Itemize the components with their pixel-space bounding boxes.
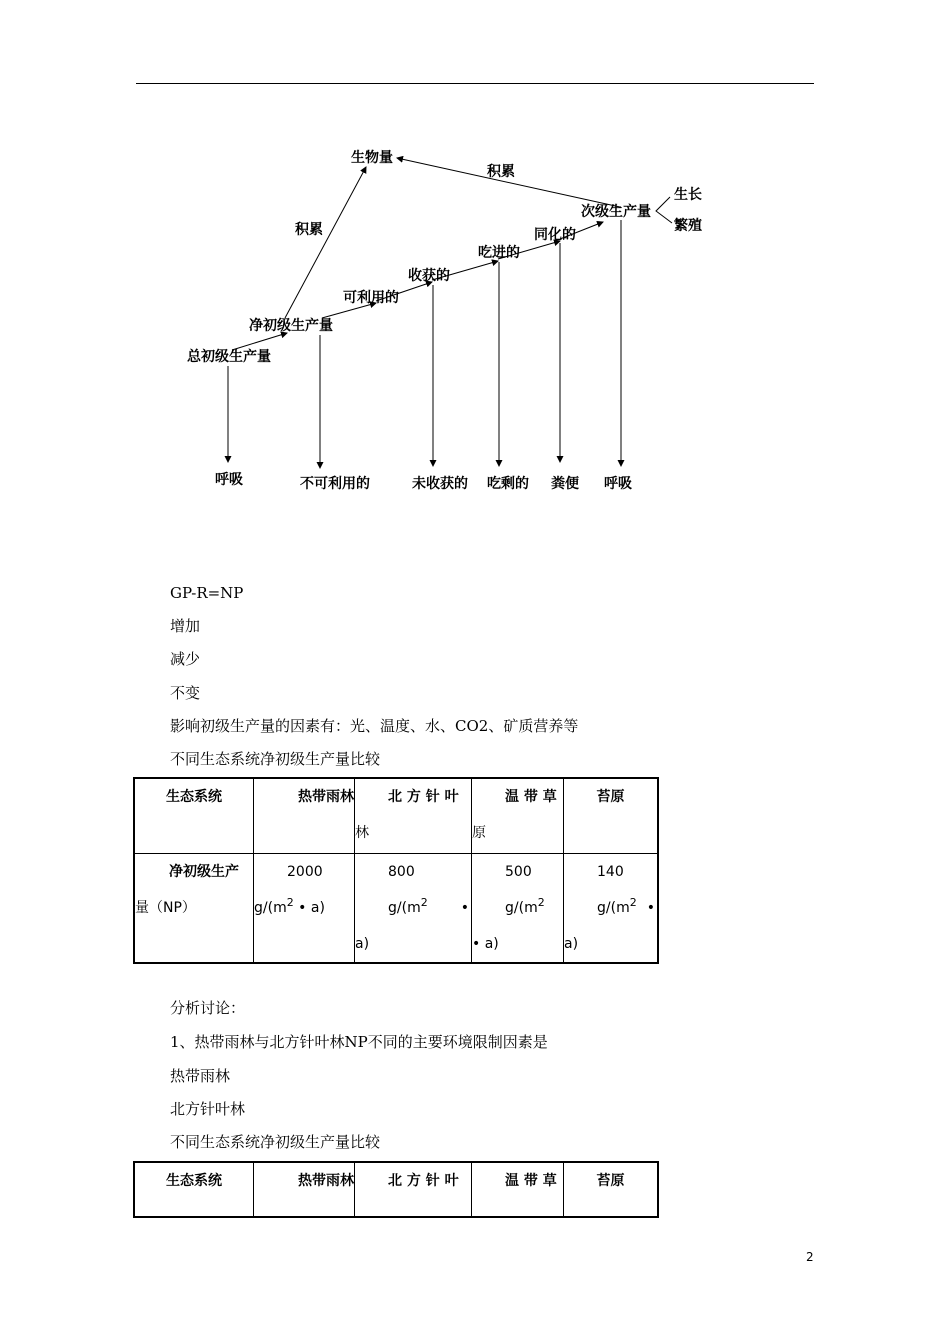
table2-header-row bbox=[134, 1162, 658, 1217]
label-secondary-production: 次级生产量 bbox=[581, 204, 651, 220]
text-factors: 影响初级生产量的因素有：光、温度、水、CO2、矿质营养等 bbox=[170, 717, 579, 735]
th2-system: 生态系统 bbox=[134, 1162, 254, 1217]
td-np-label: 净初级生产 量（NP） bbox=[134, 853, 254, 963]
label-respiration-1: 呼吸 bbox=[215, 472, 243, 488]
td-rainforest: 2000 $g/(m^2$ • a) bbox=[254, 853, 355, 963]
label-ingested: 吃进的 bbox=[478, 245, 520, 261]
label-harvested: 收获的 bbox=[408, 268, 450, 284]
np-table-1 bbox=[133, 777, 659, 964]
label-feces: 粪便 bbox=[551, 476, 579, 492]
th-system: 生态系统 bbox=[134, 778, 254, 853]
label-growth: 生长 bbox=[674, 187, 702, 203]
td-grassland: 500 $g/(m^2$ • a) bbox=[472, 853, 564, 963]
fork-growth-reproduce bbox=[656, 197, 672, 223]
np-table-2 bbox=[133, 1161, 659, 1218]
arrow-gross-to-net bbox=[232, 333, 287, 350]
label-unusable: 不可利用的 bbox=[300, 476, 370, 492]
label-assimilated: 同化的 bbox=[534, 227, 576, 243]
td-boreal: 800 $g/(m^2$ • a) bbox=[355, 853, 472, 963]
formula: GP-R=NP bbox=[170, 584, 244, 602]
th2-rainforest: 热带雨林 bbox=[254, 1162, 355, 1217]
td-tundra: 140 $g/(m^2$ • a) bbox=[564, 853, 659, 963]
text-decrease: 减少 bbox=[170, 650, 201, 668]
th2-boreal: 北 方 针 叶 bbox=[355, 1162, 472, 1217]
table-title-2: 不同生态系统净初级生产量比较 bbox=[170, 1133, 381, 1151]
label-leftover: 吃剩的 bbox=[487, 476, 529, 492]
answer-boreal: 北方针叶林 bbox=[170, 1100, 246, 1118]
th-boreal: 北 方 针 叶 林 bbox=[355, 778, 472, 853]
answer-rainforest: 热带雨林 bbox=[170, 1067, 231, 1085]
label-gross-primary: 总初级生产量 bbox=[187, 349, 271, 365]
energy-flow-diagram bbox=[0, 0, 950, 520]
label-respiration-2: 呼吸 bbox=[604, 476, 632, 492]
text-unchanged: 不变 bbox=[170, 684, 201, 702]
label-accumulate-top: 积累 bbox=[487, 164, 515, 180]
table-row-np bbox=[134, 853, 658, 963]
th2-grassland: 温 带 草 bbox=[472, 1162, 564, 1217]
label-reproduction: 繁殖 bbox=[674, 218, 702, 234]
analysis-heading: 分析讨论： bbox=[170, 999, 246, 1017]
th2-tundra: 苔原 bbox=[564, 1162, 659, 1217]
label-usable: 可利用的 bbox=[343, 290, 399, 306]
label-accumulate-left: 积累 bbox=[295, 222, 323, 238]
th-rainforest: 热带雨林 bbox=[254, 778, 355, 853]
page-number: 2 bbox=[806, 1250, 814, 1264]
text-increase: 增加 bbox=[170, 617, 201, 635]
label-biomass: 生物量 bbox=[351, 150, 393, 166]
table-title-1: 不同生态系统净初级生产量比较 bbox=[170, 750, 381, 768]
th-tundra: 苔原 bbox=[564, 778, 659, 853]
question-1: 1、热带雨林与北方针叶林NP不同的主要环境限制因素是 bbox=[170, 1033, 548, 1051]
label-unharvested: 未收获的 bbox=[412, 476, 468, 492]
label-net-primary: 净初级生产量 bbox=[249, 318, 333, 334]
table-header-row bbox=[134, 778, 658, 853]
th-grassland: 温 带 草 原 bbox=[472, 778, 564, 853]
